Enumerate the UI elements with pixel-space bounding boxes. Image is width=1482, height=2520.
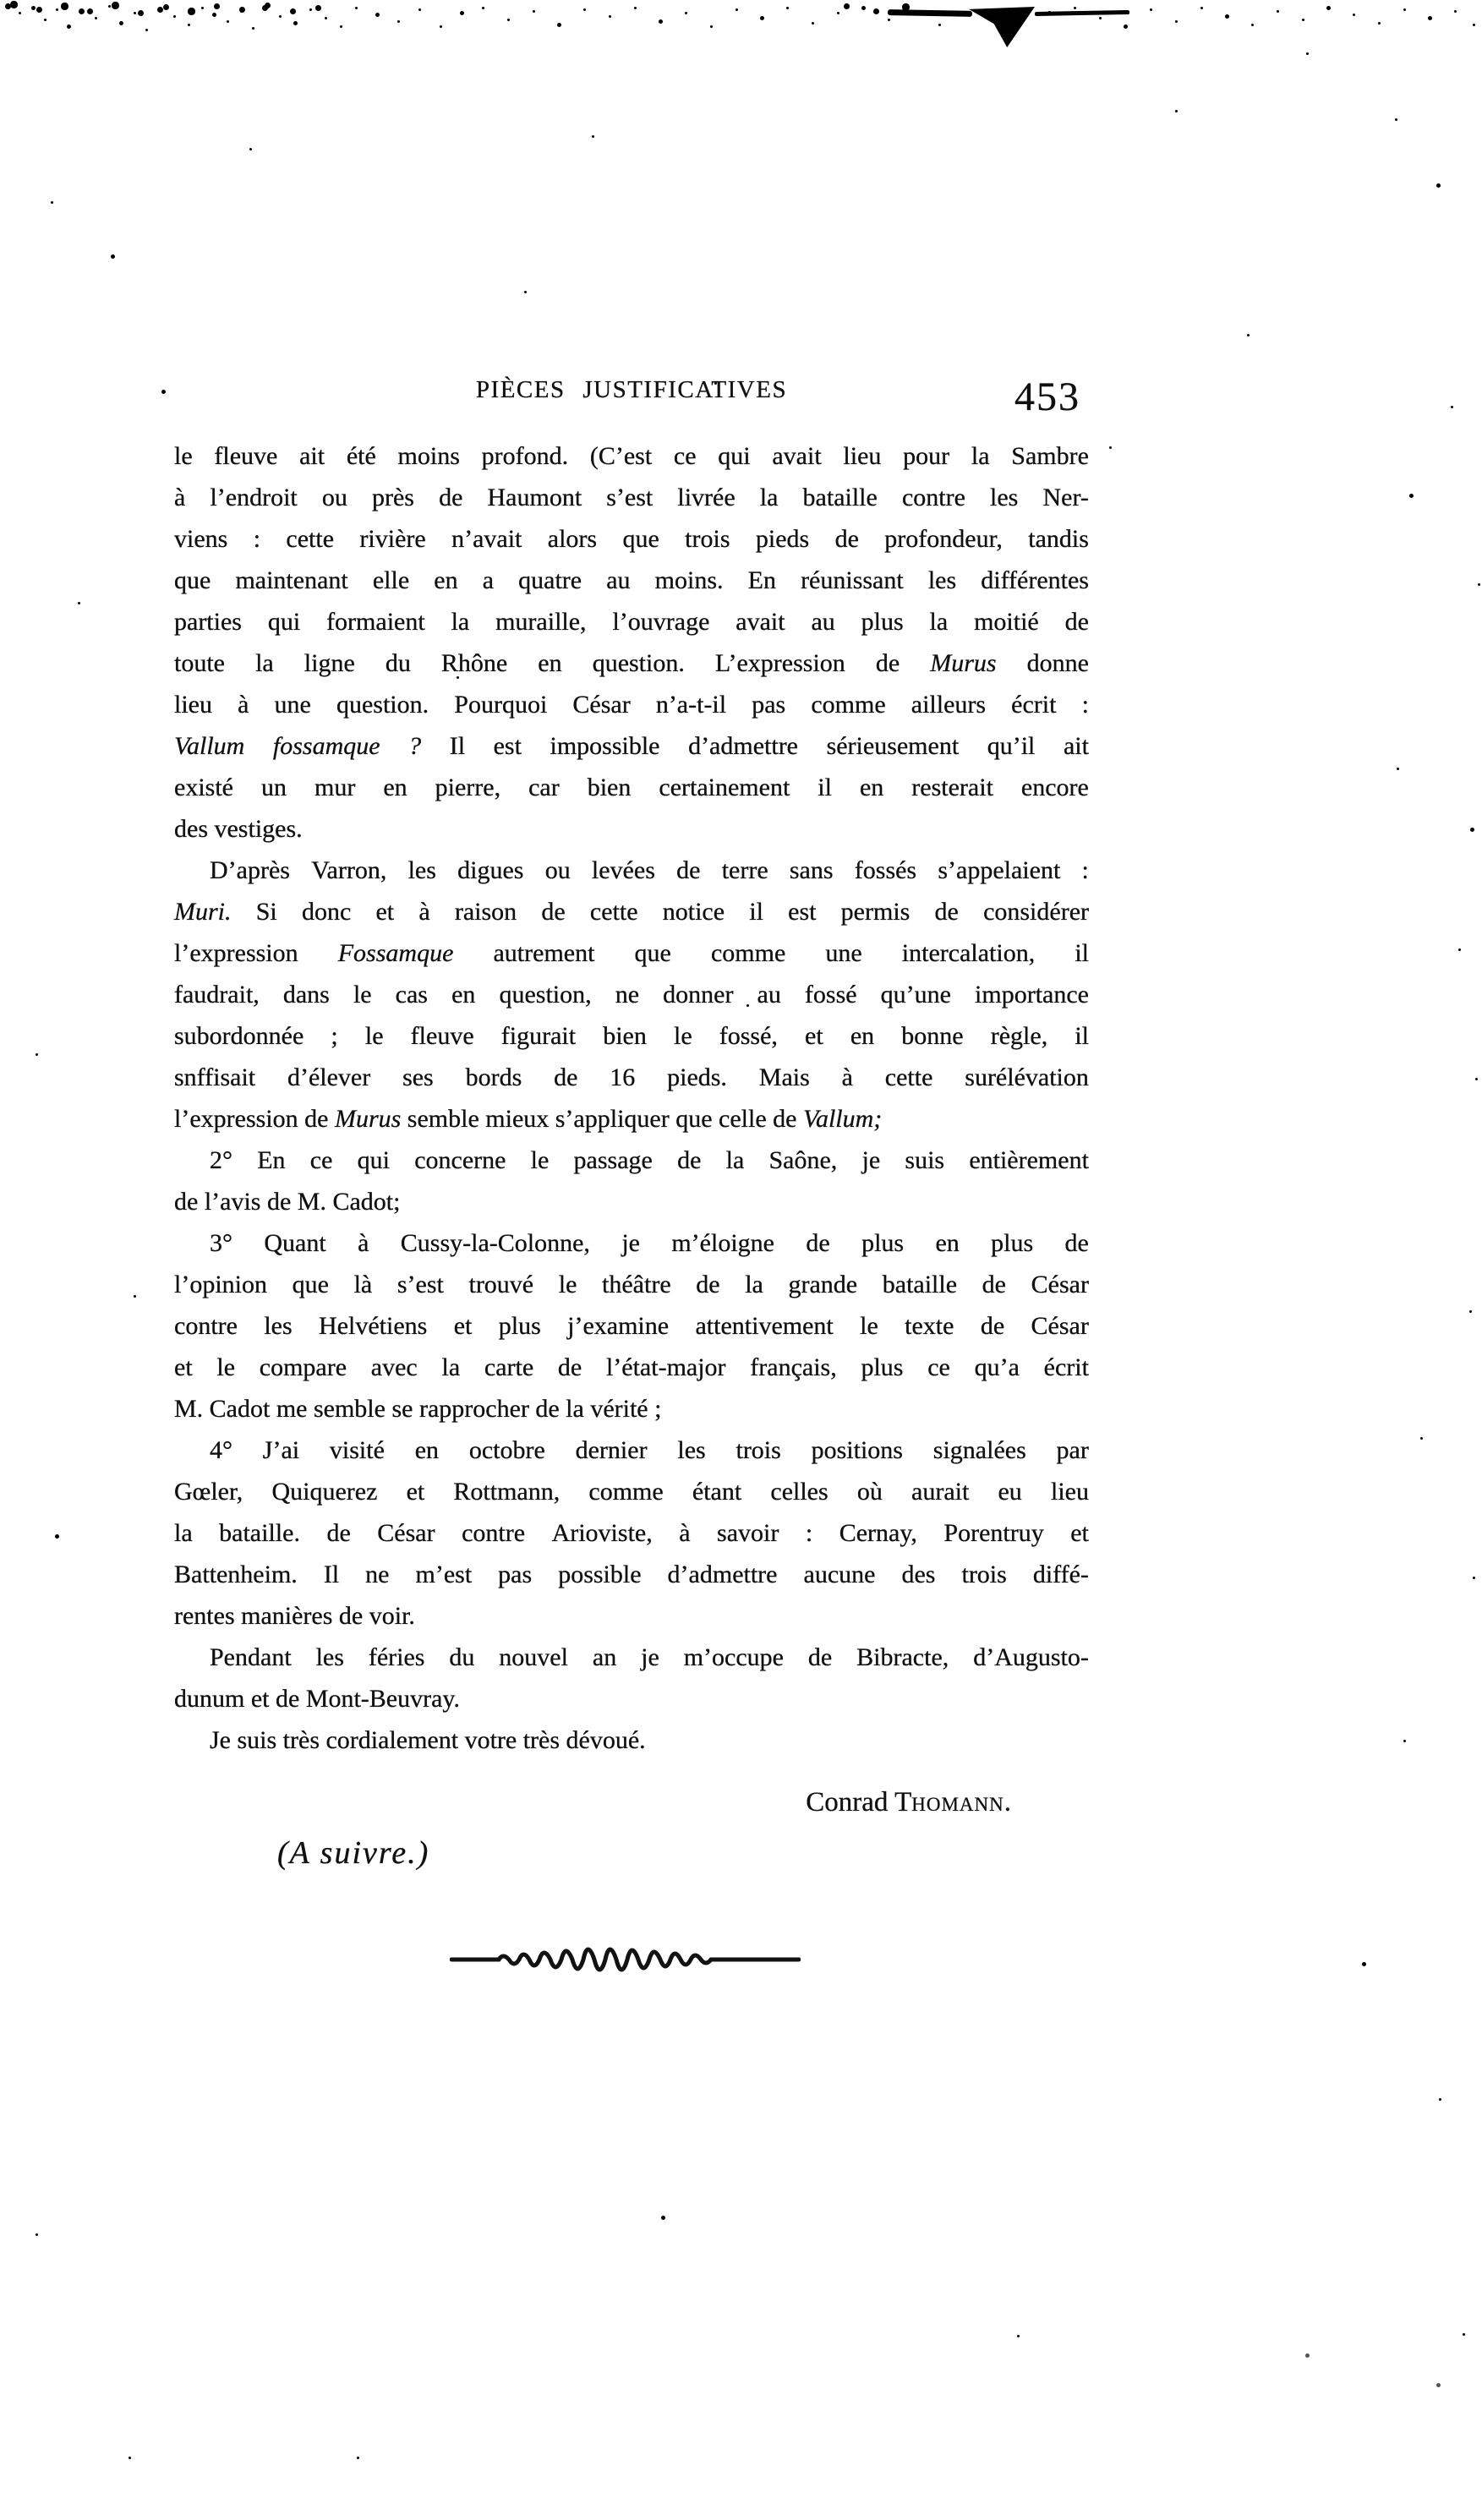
text-line: rentes manières de voir. — [174, 1602, 415, 1630]
page-number: 453 — [1014, 374, 1080, 419]
text-line: faudrait, dans le cas en question, ne donner au fossé qu’une importance — [174, 981, 1089, 1009]
text-line: viens : cette rivière n’avait alors que trois pieds de profondeur, tandis — [174, 525, 1089, 553]
text-line: M. Cadot me semble se rapprocher de la vérité ; — [174, 1395, 662, 1423]
scan-noise-specks — [0, 0, 3, 3]
text-line: D’après Varron, les digues ou levées de terre sans fossés s’appelaient : — [210, 856, 1089, 884]
scan-ink-streak — [888, 9, 972, 17]
text-line: Battenheim. Il ne m’est pas possible d’admettre aucune des trois diffé- — [174, 1561, 1089, 1588]
text-line: 2° En ce qui concerne le passage de la Saône, je suis entièrement — [210, 1146, 1089, 1174]
tailpiece-ornament — [450, 1938, 801, 1982]
text-line: snffisait d’élever ses bords de 16 pieds. Mais à cette surélévation — [174, 1063, 1089, 1091]
text-line: existé un mur en pierre, car bien certainement il en resterait encore — [174, 773, 1089, 801]
text-line: dunum et de Mont-Beuvray. — [174, 1685, 460, 1713]
text-line: que maintenant elle en a quatre au moins. En réunissant les différentes — [174, 566, 1089, 594]
text-line: l’expression Fossamque autrement que comme une intercalation, il — [174, 939, 1089, 967]
signature-line — [174, 1785, 1011, 1819]
scan-ink-streak — [1035, 10, 1129, 16]
scan-ink-blob — [969, 7, 1035, 47]
text-line: des vestiges. — [174, 815, 303, 843]
wavy-rule-icon — [450, 1938, 801, 1982]
text-line: subordonnée ; le fleuve figurait bien le fossé, et en bonne règle, il — [174, 1022, 1089, 1050]
running-head-title: PIÈCES JUSTIFICATIVES — [475, 376, 788, 403]
text-line: 4° J’ai visité en octobre dernier les trois positions signalées par — [210, 1436, 1089, 1464]
continuation-notice: (A suivre.) — [277, 1835, 430, 1871]
text-line: Pendant les féries du nouvel an je m’occupe de Bibracte, d’Augusto- — [210, 1643, 1089, 1671]
text-line: et le compare avec la carte de l’état-major français, plus ce qu’a écrit — [174, 1353, 1089, 1381]
text-block — [174, 435, 1089, 1761]
text-line: Gœler, Quiquerez et Rottmann, comme étant celles où aurait eu lieu — [174, 1478, 1089, 1506]
text-line: à l’endroit ou près de Haumont s’est livrée la bataille contre les Ner- — [174, 484, 1089, 511]
text-line: la bataille. de César contre Arioviste, à savoir : Cernay, Porentruy et — [174, 1519, 1089, 1547]
signature-name: Conrad Thomann. — [806, 1787, 1011, 1818]
text-line: lieu à une question. Pourquoi César n’a-t-il pas comme ailleurs écrit : — [174, 691, 1089, 719]
text-line: l’opinion que là s’est trouvé le théâtre de la grande bataille de César — [174, 1271, 1089, 1298]
text-line: Je suis très cordialement votre très dévoué. — [210, 1726, 646, 1754]
text-line: toute la ligne du Rhône en question. L’expression de Murus donne — [174, 649, 1089, 677]
text-line: de l’avis de M. Cadot; — [174, 1188, 401, 1216]
text-line: 3° Quant à Cussy-la-Colonne, je m’éloigne de plus en plus de — [210, 1229, 1089, 1257]
text-line: Muri. Si donc et à raison de cette notice il est permis de considérer — [174, 898, 1089, 926]
text-line: l’expression de Murus semble mieux s’appliquer que celle de Vallum; — [174, 1105, 883, 1133]
text-line: Vallum fossamque ? Il est impossible d’admettre sérieusement qu’il ait — [174, 732, 1089, 760]
text-line: parties qui formaient la muraille, l’ouvrage avait au plus la moitié de — [174, 608, 1089, 636]
text-line: contre les Helvétiens et plus j’examine attentivement le texte de César — [174, 1312, 1089, 1340]
text-line: le fleuve ait été moins profond. (C’est ce qui avait lieu pour la Sambre — [174, 442, 1089, 470]
